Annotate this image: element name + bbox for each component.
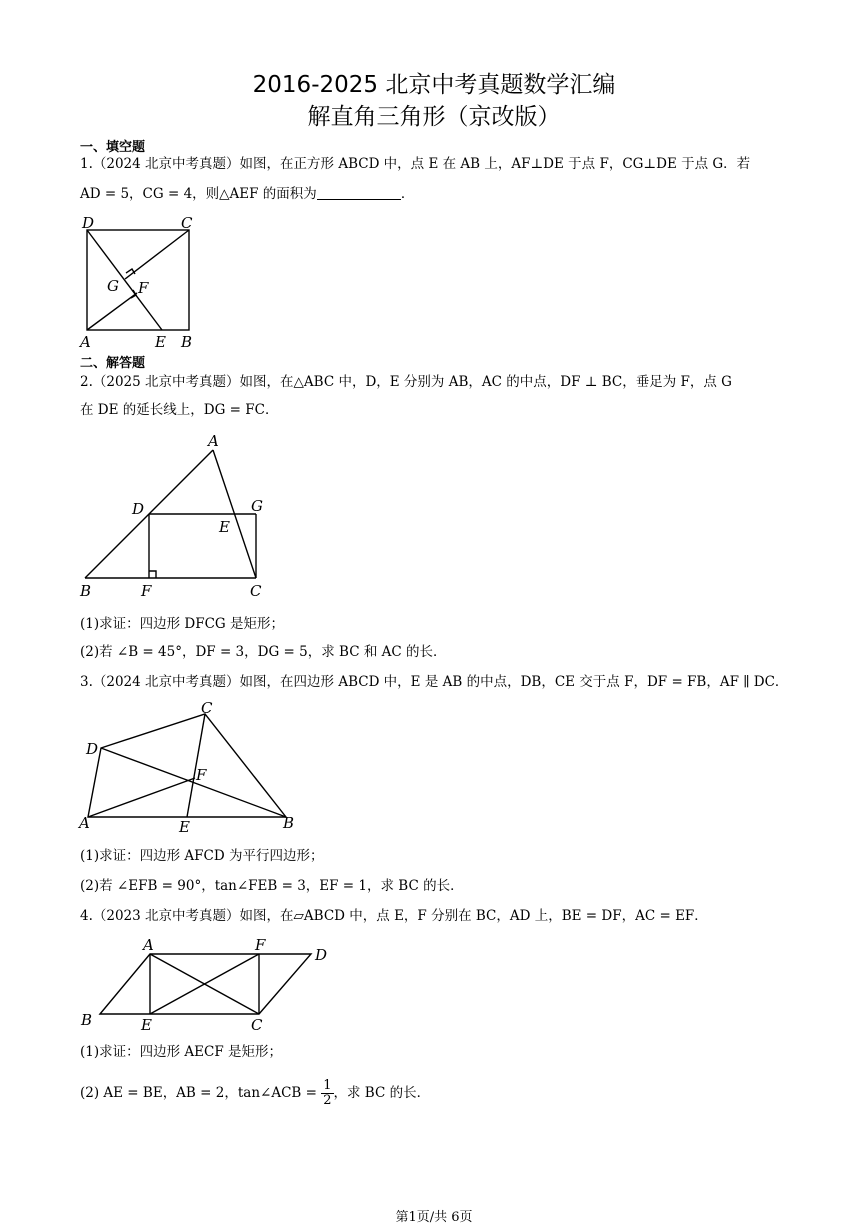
label-e: E <box>155 333 166 351</box>
label-d: D <box>315 946 328 964</box>
label-b: B <box>80 582 92 600</box>
fraction-one-half <box>321 1079 333 1108</box>
q1-stem-line2 <box>80 184 792 204</box>
label-d: D <box>82 214 95 232</box>
label-c: C <box>181 214 193 232</box>
label-e: E <box>141 1016 152 1034</box>
label-b: B <box>81 1011 93 1029</box>
q4-part2-end: ，求 BC 的长． <box>333 1085 431 1101</box>
q3-part2: (2)若 ∠EFB = 90°，tan∠FEB = 3，EF = 1，求 BC 的长． <box>80 878 464 894</box>
q2-stem-line1: 2.（2025 北京中考真题）如图，在△ABC 中，D，E 分别为 AB，AC 的中点，DF ⊥ BC，垂足为 F，点 G <box>80 374 732 390</box>
fraction-numerator: 1 <box>323 1078 332 1093</box>
label-a: A <box>143 936 154 954</box>
segment-de <box>87 230 162 330</box>
page-subtitle: 解直角三角形（京改版） <box>307 104 561 130</box>
fraction-denominator: 2 <box>323 1093 332 1108</box>
label-c: C <box>250 582 262 600</box>
label-f: F <box>196 766 207 784</box>
label-c: C <box>201 699 213 717</box>
segment-af <box>87 293 137 330</box>
q1-stem-text: AD = 5，CG = 4，则△AEF 的面积为 <box>80 186 317 202</box>
section-answer-heading: 二、解答题 <box>80 356 146 371</box>
section-fill-blank-heading: 一、填空题 <box>80 140 146 155</box>
q4-part2 <box>80 1074 792 1112</box>
q3-figure-quadrilateral <box>75 700 310 840</box>
label-e: E <box>179 818 190 836</box>
label-d: D <box>86 740 99 758</box>
q3-stem-line1: 3.（2024 北京中考真题）如图，在四边形 ABCD 中，E 是 AB 的中点，DB，CE 交于点 F，DF = FB，AF ∥ DC． <box>80 674 789 690</box>
q1-stem-end: ． <box>400 186 415 202</box>
label-f: F <box>141 582 152 600</box>
q2-part2: (2)若 ∠B = 45°，DF = 3，DG = 5，求 BC 和 AC 的长． <box>80 644 447 660</box>
label-b: B <box>283 814 295 832</box>
label-b: B <box>181 333 193 351</box>
label-f: F <box>255 936 266 954</box>
label-a: A <box>79 814 90 832</box>
label-a: A <box>80 333 91 351</box>
label-f: F <box>138 279 149 297</box>
q3-part1: (1)求证：四边形 AFCD 为平行四边形； <box>80 848 324 864</box>
q4-figure-parallelogram <box>75 934 340 1034</box>
label-a: A <box>208 432 219 450</box>
q2-part1: (1)求证：四边形 DFCG 是矩形； <box>80 616 285 632</box>
q4-part2-text: (2) AE = BE，AB = 2，tan∠ACB = <box>80 1085 317 1101</box>
label-g: G <box>251 497 263 515</box>
q2-figure-triangle <box>75 428 285 603</box>
label-e: E <box>219 518 230 536</box>
segment-cg <box>125 230 189 279</box>
quadrilateral-abcd <box>88 714 286 817</box>
label-g: G <box>107 277 119 295</box>
q4-stem-line1: 4.（2023 北京中考真题）如图，在▱ABCD 中，点 E，F 分别在 BC，AD 上，BE = DF，AC = EF． <box>80 908 708 924</box>
right-angle-f <box>131 290 136 298</box>
q1-stem-line1: 1.（2024 北京中考真题）如图，在正方形 ABCD 中，点 E 在 AB 上，AF⊥DE 于点 F，CG⊥DE 于点 G．若 <box>80 156 751 172</box>
label-d: D <box>132 500 145 518</box>
q1-figure-square <box>75 212 205 350</box>
right-angle-f <box>149 571 156 578</box>
segment-af <box>88 778 195 817</box>
q4-part1: (1)求证：四边形 AECF 是矩形； <box>80 1044 283 1060</box>
page-number: 第1页/共 6页 <box>395 1210 473 1225</box>
page-title: 2016-2025 北京中考真题数学汇编 <box>252 72 616 98</box>
label-c: C <box>251 1016 263 1034</box>
answer-blank <box>317 187 401 200</box>
q2-stem-line2: 在 DE 的延长线上，DG = FC． <box>80 402 279 418</box>
